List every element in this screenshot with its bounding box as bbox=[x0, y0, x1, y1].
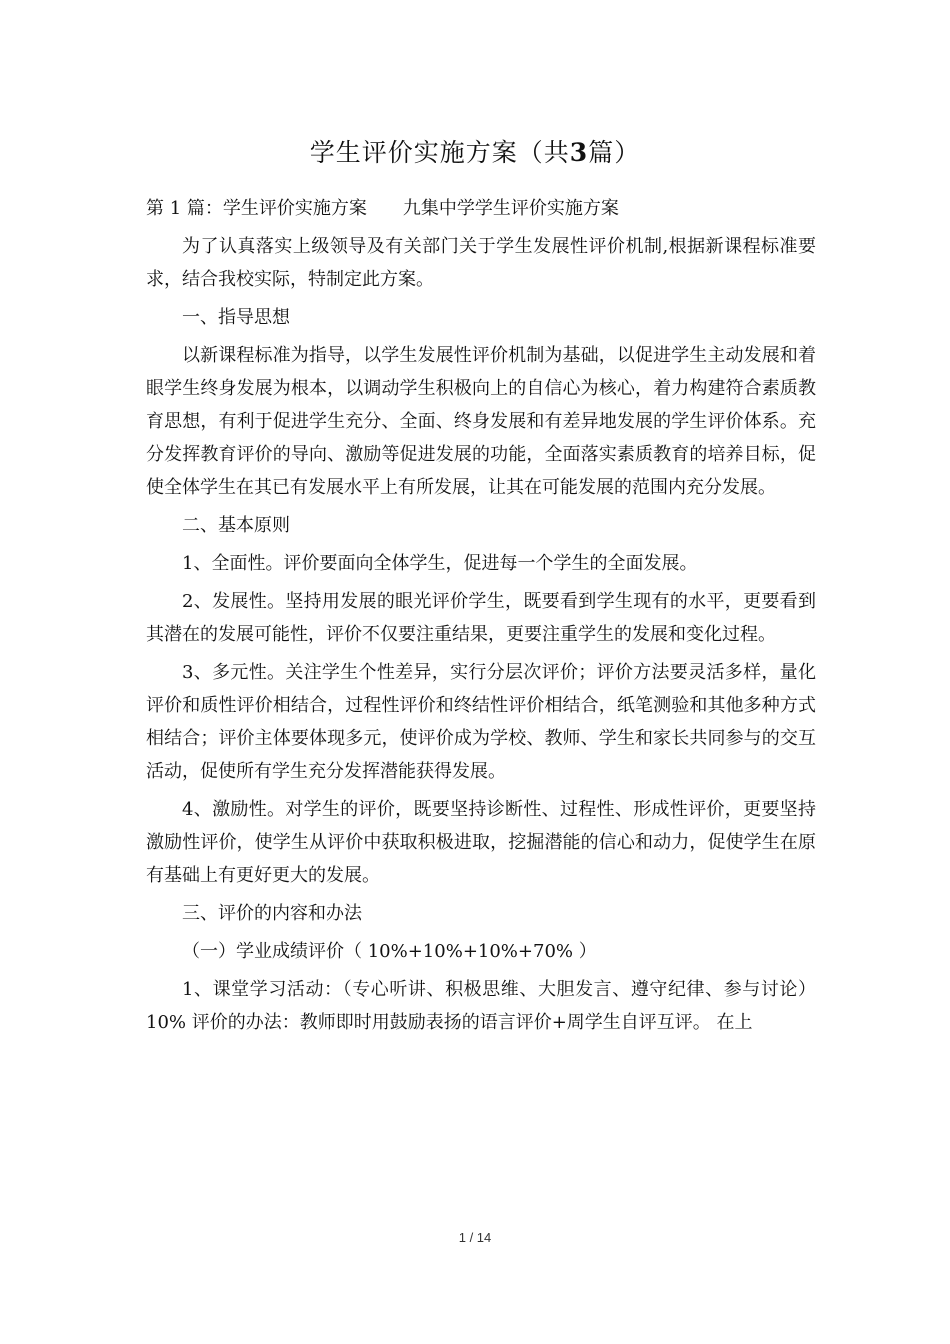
principle-4: 4、激励性。对学生的评价，既要坚持诊断性、过程性、形成性评价，更要坚持激励性评价，使学生从评价中获取积极进取，挖掘潜能的信心和动力，促使学生在原有基础上有更好更大的发展。 bbox=[146, 799, 816, 886]
title-prefix: 学生评价实施方案（共 bbox=[309, 138, 570, 167]
paragraph-classroom: 1、课堂学习活动：（专心听讲、积极思维、大胆发言、遵守纪律、参与讨论）10% 评价的办法：教师即时用鼓励表扬的语言评价+周学生自评互评。 在上 bbox=[146, 979, 816, 1033]
section-heading-2: 二、基本原则 bbox=[182, 515, 290, 536]
paragraph-intro: 为了认真落实上级领导及有关部门关于学生发展性评价机制,根据新课程标准要求，结合我校实际，特制定此方案。 bbox=[146, 236, 816, 290]
principle-2: 2、发展性。坚持用发展的眼光评价学生，既要看到学生现有的水平，更要看到其潜在的发展可能性，评价不仅要注重结果，更要注重学生的发展和变化过程。 bbox=[146, 591, 816, 645]
subtitle-left: 第 1 篇：学生评价实施方案 bbox=[146, 198, 367, 219]
page-number: 1 / 14 bbox=[458, 1230, 492, 1245]
document-title bbox=[0, 136, 950, 170]
principle-1: 1、全面性。评价要面向全体学生，促进每一个学生的全面发展。 bbox=[182, 553, 698, 574]
subsection-heading: （一）学业成绩评价（ 10%+10%+10%+70% ） bbox=[182, 941, 597, 962]
section-heading-3: 三、评价的内容和办法 bbox=[182, 903, 362, 924]
subtitle-line bbox=[146, 192, 816, 225]
document-body bbox=[146, 192, 816, 1044]
section-heading-1: 一、指导思想 bbox=[182, 307, 290, 328]
title-suffix: 篇） bbox=[588, 138, 641, 167]
paragraph-guiding: 以新课程标准为指导，以学生发展性评价机制为基础，以促进学生主动发展和着眼学生终身发展为根本，以调动学生积极向上的自信心为核心，着力构建符合素质教育思想，有利于促进学生充分、全面、终身发展和有差异地发展的学生评价体系。充分发挥教育评价的导向、激励等促进发展的功能，全面落实素质教育的培养目标，促使全体学生在其已有发展水平上有所发展，让其在可能发展的范围内充分发展。 bbox=[146, 345, 816, 498]
subtitle-right: 九集中学学生评价实施方案 bbox=[402, 198, 619, 219]
principle-3: 3、多元性。关注学生个性差异，实行分层次评价；评价方法要灵活多样，量化评价和质性评价相结合，过程性评价和终结性评价相结合，纸笔测验和其他多种方式相结合；评价主体要体现多元，使评价成为学校、教师、学生和家长共同参与的交互活动，促使所有学生充分发挥潜能获得发展。 bbox=[146, 662, 816, 782]
title-number: 3 bbox=[569, 138, 589, 167]
